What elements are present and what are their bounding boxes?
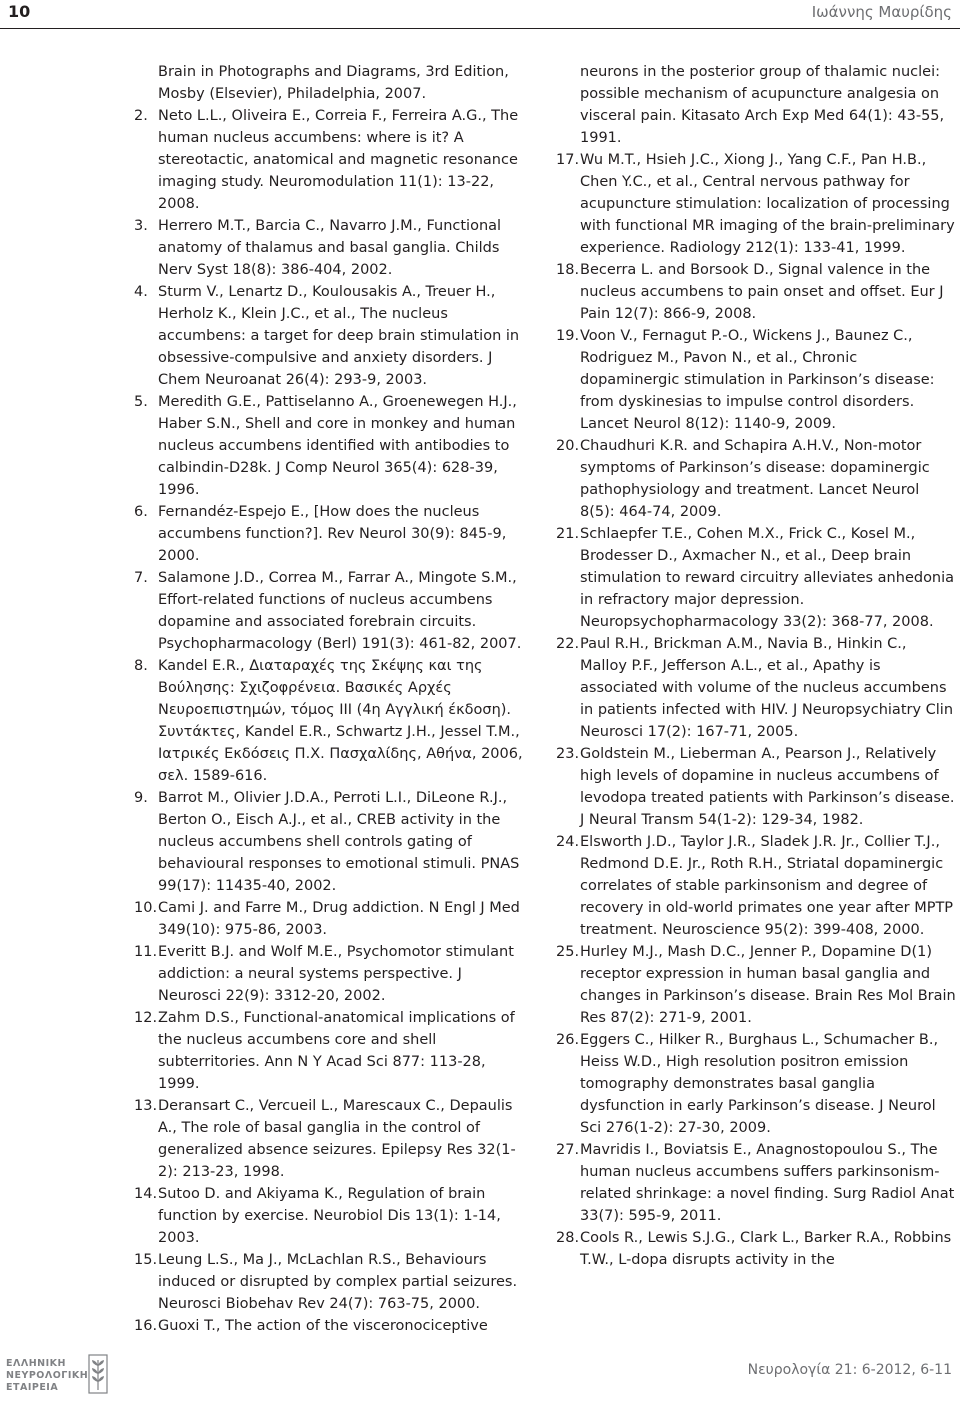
reference-item xyxy=(556,1029,956,1139)
reference-text: Elsworth J.D., Taylor J.R., Sladek J.R. Jr., Collier T.J., Redmond D.E. Jr., Roth R.H., Striatal dopaminergic correlates of stable parkinsonism and degree of recovery in old-world primates one year after MPTP treatment. Neuroscience 95(2): 399-408, 2000. xyxy=(580,834,954,938)
reference-item xyxy=(134,501,526,567)
reference-item xyxy=(134,897,526,941)
laurel-leaf-icon xyxy=(88,1354,108,1394)
reference-item xyxy=(556,61,956,149)
reference-text: Wu M.T., Hsieh J.C., Xiong J., Yang C.F., Pan H.B., Chen Y.C., et al., Central nervous pathway for acupuncture stimulation: localization of processing with functional MR imaging of the brain-preliminary experience. Radiology 212(1): 133-41, 1999. xyxy=(580,152,955,256)
reference-number: 25. xyxy=(556,944,580,960)
reference-number: 14. xyxy=(134,1186,158,1202)
reference-text: Guoxi T., The action of the visceronociceptive xyxy=(158,1318,488,1334)
reference-number: 8. xyxy=(134,658,148,674)
reference-text: Schlaepfer T.E., Cohen M.X., Frick C., Kosel M., Brodesser D., Axmacher N., et al., Deep brain stimulation to reward circuitry alleviates anhedonia in refractory major depression. Neuropsychopharmacology 33(2): 368-77, 2008. xyxy=(580,526,955,630)
reference-number: 28. xyxy=(556,1230,580,1246)
right-column xyxy=(556,61,956,1271)
reference-text: Neto L.L., Oliveira E., Correia F., Ferreira A.G., The human nucleus accumbens: where is it? A stereotactic, anatomical and magnetic resonance imaging study. Neuromodulation 11(1): 13-22, 2008. xyxy=(158,108,519,212)
reference-text: Paul R.H., Brickman A.M., Navia B., Hinkin C., Malloy P.F., Jefferson A.L., et al., Apathy is associated with volume of the nucleus accumbens in patients infected with HIV. J Neuropsychiatry Clin Neurosci 17(2): 167-71, 2005. xyxy=(580,636,954,740)
reference-text: Cami J. and Farre M., Drug addiction. N Engl J Med 349(10): 975-86, 2003. xyxy=(158,900,520,938)
reference-item xyxy=(556,941,956,1029)
reference-item xyxy=(134,655,526,787)
reference-number: 2. xyxy=(134,108,148,124)
reference-item xyxy=(134,1249,526,1315)
reference-item xyxy=(556,633,956,743)
society-line: ΝΕΥΡΟΛΟΓΙΚΗ xyxy=(6,1370,89,1381)
society-line: ΕΛΛΗΝΙΚΗ xyxy=(6,1358,66,1369)
reference-number: 9. xyxy=(134,790,148,806)
reference-item xyxy=(556,435,956,523)
reference-number: 3. xyxy=(134,218,148,234)
reference-item xyxy=(134,1183,526,1249)
reference-item xyxy=(556,1227,956,1271)
reference-item xyxy=(556,325,956,435)
reference-number: 16. xyxy=(134,1318,158,1334)
reference-item xyxy=(134,941,526,1007)
reference-number: 10. xyxy=(134,900,158,916)
reference-item xyxy=(556,743,956,831)
reference-text: Herrero M.T., Barcia C., Navarro J.M., Functional anatomy of thalamus and basal ganglia. Childs Nerv Syst 18(8): 386-404, 2002. xyxy=(158,218,502,278)
reference-item xyxy=(134,215,526,281)
reference-number: 27. xyxy=(556,1142,580,1158)
reference-item xyxy=(556,149,956,259)
society-name xyxy=(6,1358,88,1394)
reference-number: 18. xyxy=(556,262,580,278)
reference-text: Sturm V., Lenartz D., Koulousakis A., Treuer H., Herholz K., Klein J.C., et al., The nucleus accumbens: a target for deep brain stimulation in obsessive-compulsive and anxiety disorders. J Chem Neuroanat 26(4): 293-9, 2003. xyxy=(158,284,520,388)
running-author: Ιωάννης Μαυρίδης xyxy=(811,3,952,21)
reference-item xyxy=(556,831,956,941)
header-rule xyxy=(0,28,960,29)
page-footer xyxy=(0,1330,960,1403)
reference-number: 12. xyxy=(134,1010,158,1026)
reference-text: Hurley M.J., Mash D.C., Jenner P., Dopamine D(1) receptor expression in human basal ganglia and changes in Parkinson’s disease. Brain Res Mol Brain Res 87(2): 271-9, 2001. xyxy=(580,944,956,1026)
reference-number: 6. xyxy=(134,504,148,520)
reference-text: Everitt B.J. and Wolf M.E., Psychomotor stimulant addiction: a neural systems perspective. J Neurosci 22(9): 3312-20, 2002. xyxy=(158,944,514,1004)
reference-item xyxy=(134,281,526,391)
reference-list-right xyxy=(556,61,956,1271)
reference-text: Eggers C., Hilker R., Burghaus L., Schumacher B., Heiss W.D., High resolution positron emission tomography demonstrates basal ganglia dysfunction in early Parkinson’s disease. J Neurol Sci 276(1-2): 27-30, 2009. xyxy=(580,1032,939,1136)
reference-text: Zahm D.S., Functional-anatomical implications of the nucleus accumbens core and shell subterritories. Ann N Y Acad Sci 877: 113-28, 1999. xyxy=(158,1010,515,1092)
reference-number: 13. xyxy=(134,1098,158,1114)
reference-number: 5. xyxy=(134,394,148,410)
reference-number: 21. xyxy=(556,526,580,542)
society-logo xyxy=(6,1354,110,1398)
reference-item xyxy=(134,61,526,105)
reference-text: Becerra L. and Borsook D., Signal valence in the nucleus accumbens to pain onset and offset. Eur J Pain 12(7): 866-9, 2008. xyxy=(580,262,944,322)
reference-number: 11. xyxy=(134,944,158,960)
reference-number: 23. xyxy=(556,746,580,762)
reference-text: Sutoo D. and Akiyama K., Regulation of brain function by exercise. Neurobiol Dis 13(1): 1-14, 2003. xyxy=(158,1186,501,1246)
reference-number: 20. xyxy=(556,438,580,454)
society-line: ΕΤΑΙΡΕΙΑ xyxy=(6,1382,59,1393)
reference-text: Cools R., Lewis S.J.G., Clark L., Barker R.A., Robbins T.W., L-dopa disrupts activity in the xyxy=(580,1230,952,1268)
reference-text: Chaudhuri K.R. and Schapira A.H.V., Non-motor symptoms of Parkinson’s disease: dopaminergic pathophysiology and treatment. Lancet Neurol 8(5): 464-74, 2009. xyxy=(580,438,930,520)
reference-text: Barrot M., Olivier J.D.A., Perroti L.I., DiLeone R.J., Berton O., Eisch A.J., et al., CREB activity in the nucleus accumbens shell controls gating of behavioural responses to emotional stimuli. PNAS 99(17): 11435-40, 2002. xyxy=(158,790,520,894)
reference-text: Goldstein M., Lieberman A., Pearson J., Relatively high levels of dopamine in nucleus accumbens of levodopa treated patients with Parkinson’s disease. J Neural Transm 54(1-2): 129-34, 1982. xyxy=(580,746,955,828)
reference-item xyxy=(134,105,526,215)
reference-text: Fernandéz-Espejo E., [How does the nucleus accumbens function?]. Rev Neurol 30(9): 845-9, 2000. xyxy=(158,504,507,564)
journal-citation: Νευρολογία 21: 6-2012, 6-11 xyxy=(747,1362,952,1378)
reference-item xyxy=(134,391,526,501)
reference-text: Deransart C., Vercueil L., Marescaux C., Depaulis A., The role of basal ganglia in the control of generalized absence seizures. Epilepsy Res 32(1-2): 213-23, 1998. xyxy=(158,1098,516,1180)
reference-text: Meredith G.E., Pattiselanno A., Groenewegen H.J., Haber S.N., Shell and core in monkey and human nucleus accumbens identified with antibodies to calbindin-D28k. J Comp Neurol 365(4): 628-39, 1996. xyxy=(158,394,517,498)
reference-number: 7. xyxy=(134,570,148,586)
reference-number: 22. xyxy=(556,636,580,652)
reference-item xyxy=(556,259,956,325)
reference-text: Mavridis I., Boviatsis E., Anagnostopoulou S., The human nucleus accumbens suffers parkinsonism-related shrinkage: a novel finding. Surg Radiol Anat 33(7): 595-9, 2011. xyxy=(580,1142,955,1224)
reference-text: Leung L.S., Ma J., McLachlan R.S., Behaviours induced or disrupted by complex partial seizures. Neurosci Biobehav Rev 24(7): 763-75, 2000. xyxy=(158,1252,518,1312)
left-column xyxy=(134,61,526,1337)
reference-list-left xyxy=(134,61,526,1337)
page-number: 10 xyxy=(8,2,31,21)
reference-item xyxy=(134,1007,526,1095)
reference-number: 15. xyxy=(134,1252,158,1268)
reference-number: 19. xyxy=(556,328,580,344)
reference-text: neurons in the posterior group of thalamic nuclei: possible mechanism of acupuncture analgesia on visceral pain. Kitasato Arch Exp Med 64(1): 43-55, 1991. xyxy=(580,64,945,146)
reference-number: 24. xyxy=(556,834,580,850)
reference-text: Voon V., Fernagut P.-O., Wickens J., Baunez C., Rodriguez M., Pavon N., et al., Chronic dopaminergic stimulation in Parkinson’s disease: from dyskinesias to impulse control disorders. Lancet Neurol 8(12): 1140-9, 2009. xyxy=(580,328,935,432)
reference-item xyxy=(556,1139,956,1227)
reference-number: 4. xyxy=(134,284,148,300)
reference-text: Brain in Photographs and Diagrams, 3rd Edition, Mosby (Elsevier), Philadelphia, 2007. xyxy=(158,64,509,102)
reference-number: 26. xyxy=(556,1032,580,1048)
reference-item xyxy=(134,1095,526,1183)
reference-number: 17. xyxy=(556,152,580,168)
reference-text: Salamone J.D., Correa M., Farrar A., Mingote S.M., Effort-related functions of nucleus accumbens dopamine and associated forebrain circuits. Psychopharmacology (Berl) 191(3): 461-82, 2007. xyxy=(158,570,522,652)
page-header xyxy=(0,0,960,30)
reference-item xyxy=(556,523,956,633)
reference-item xyxy=(134,567,526,655)
reference-item xyxy=(134,787,526,897)
reference-text: Kandel E.R., Διαταραχές της Σκέψης και της Βούλησης: Σχιζοφρένεια. Βασικές Αρχές Νευροεπιστημών, τόμος ΙΙΙ (4η Αγγλική έκδοση). Συντάκτες, Kandel E.R., Schwartz J.H., Jessel T.M., Ιατρικές Εκδόσεις Π.Χ. Πασχαλίδης, Αθήνα, 2006, σελ. 1589-616. xyxy=(158,658,523,784)
